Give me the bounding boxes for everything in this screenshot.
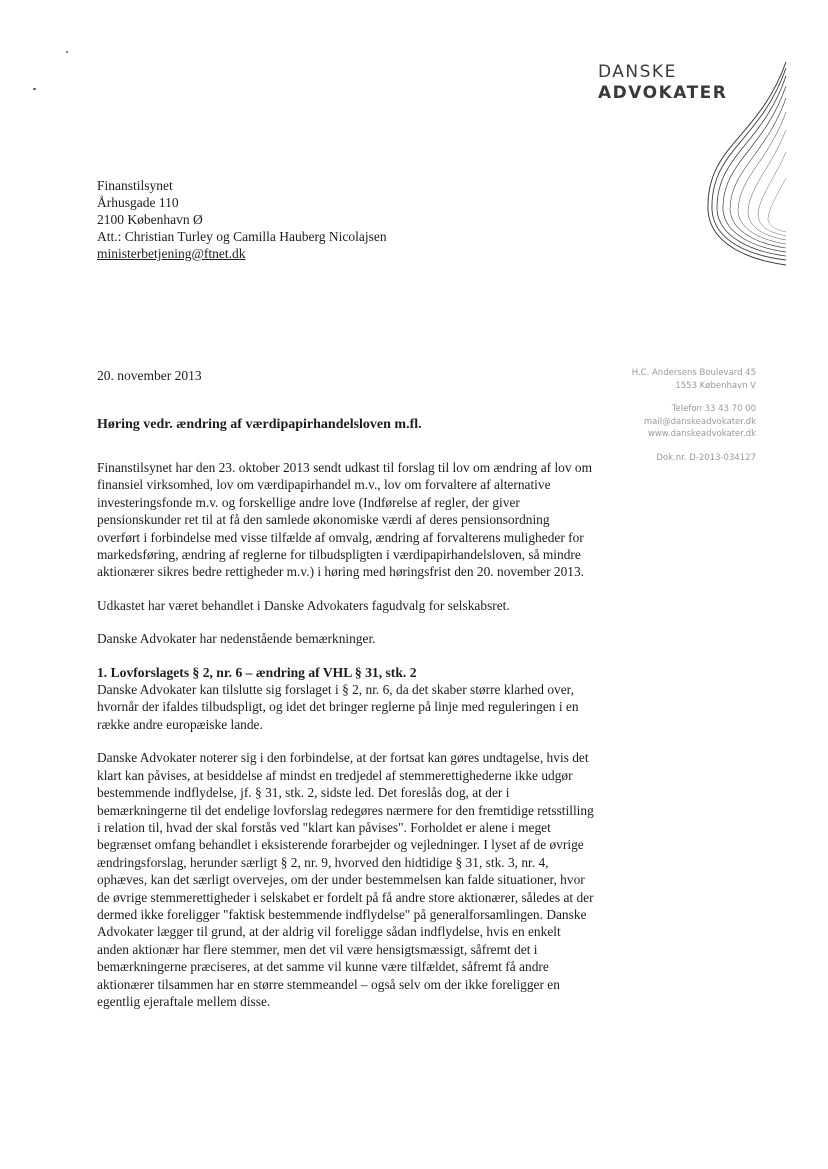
scan-speck [33, 88, 36, 90]
section-heading-1: 1. Lovforslagets § 2, nr. 6 – ændring af VHL § 31, stk. 2 [97, 664, 417, 680]
sender-details [536, 367, 756, 464]
recipient-attention: Att.: Christian Turley og Camilla Hauberg Nicolajsen [97, 229, 387, 244]
letter-body [97, 459, 594, 1026]
recipient-email-link[interactable]: ministerbetjening@ftnet.dk [97, 246, 246, 261]
sender-phone: Telefon 33 43 70 00 [671, 404, 756, 414]
recipient-street: Århusgade 110 [97, 195, 179, 210]
letter-date: 20. november 2013 [97, 368, 202, 383]
recipient-name: Finanstilsynet [97, 178, 173, 193]
sender-address-city: 1553 København V [675, 380, 756, 391]
paragraph-section-1: Danske Advokater kan tilslutte sig forslaget i § 2, nr. 6, da det skaber større klarhed over, hvornår der ifaldes tilbudspligt, og idet det bringer reglerne på linje med reguleringen i en række andre europæiske lande. [97, 682, 579, 732]
paragraph-remarks-intro: Danske Advokater har nedenstående bemærkninger. [97, 631, 376, 647]
document-number: Dok.nr. D-2013-034127 [656, 452, 756, 463]
logo-line-2: ADVOKATER [598, 83, 728, 103]
recipient-city: 2100 København Ø [97, 212, 203, 227]
paragraph-committee: Udkastet har været behandlet i Danske Advokaters fagudvalg for selskabsret. [97, 597, 510, 613]
logo-line-1: DANSKE [598, 62, 677, 82]
scan-speck [66, 51, 68, 53]
paragraph-intro: Finanstilsynet har den 23. oktober 2013 sendt udkast til forslag til lov om ændring af lov om finansiel virksomhed, lov om værdipapirhandel m.v., lov om forvaltere af alternative investeringsfonde m.v. og forskellige andre love (Indførelse af regler, der giver pensionskunder ret til at få den samlede økonomiske værdi af deres pensionsordning overført i forbindelse med visse tilfælde af omvalg, ændring af forvalterens muligheder for markedsføring, ændring af reglerne for tilbudspligten i værdipapirhandelsloven, så mindre aktionærer sikres bedre rettigheder m.v.) i høring med høringsfrist den 20. november 2013. [97, 460, 593, 580]
sender-website: www.danskeadvokater.dk [647, 429, 756, 439]
letter-subject: Høring vedr. ændring af værdipapirhandelsloven m.fl. [97, 417, 422, 432]
logo-wave-graphic [700, 60, 788, 270]
sender-email: mail@danskeadvokater.dk [643, 416, 756, 427]
recipient-address [97, 177, 387, 262]
paragraph-section-1-notes: Danske Advokater noterer sig i den forbindelse, at der fortsat kan gøres undtagelse, hvis det klart kan påvises, at besiddelse af mindst en tredjedel af stemmerettighederne ikke udgør bestemmende indflydelse, jf. § 31, stk. 2, sidste led. Det foreslås dog, at der i bemærkningerne til det endelige lovforslag redegøres nærmere for den fremtidige retsstilling i relation til, hvad der skal forstås ved "klart kan påvises". Forholdet er alene i meget begrænset omfang behandlet i eksisterende forarbejder og vejledninger. I lyset af de øvrige ændringsforslag, herunder særligt § 2, nr. 9, hvorved den hidtidige § 31, stk. 3, nr. 4, ophæves, kan det særligt overvejes, om der under bestemmelsen kan falde situationer, hvor de øvrige stemmerettigheder i selskabet er fordelt på få andre store aktionærer, således at der dermed ikke foreligger "faktisk bestemmende indflydelse" på generalforsamlingen. Danske Advokater lægger til grund, at der aldrig vil foreligge sådan indflydelse, hvis en enkelt anden aktionær har flere stemmer, men det vil være hensigtsmæssigt, såfremt det i bemærkningerne præciseres, at det samme vil kunne være tilfældet, såfremt få andre aktionærer tilsammen har en større stemmeandel – også selv om der ikke foreligger en egentlig ejeraftale mellem disse. [97, 750, 594, 1009]
sender-address-street: H.C. Andersens Boulevard 45 [631, 368, 756, 378]
